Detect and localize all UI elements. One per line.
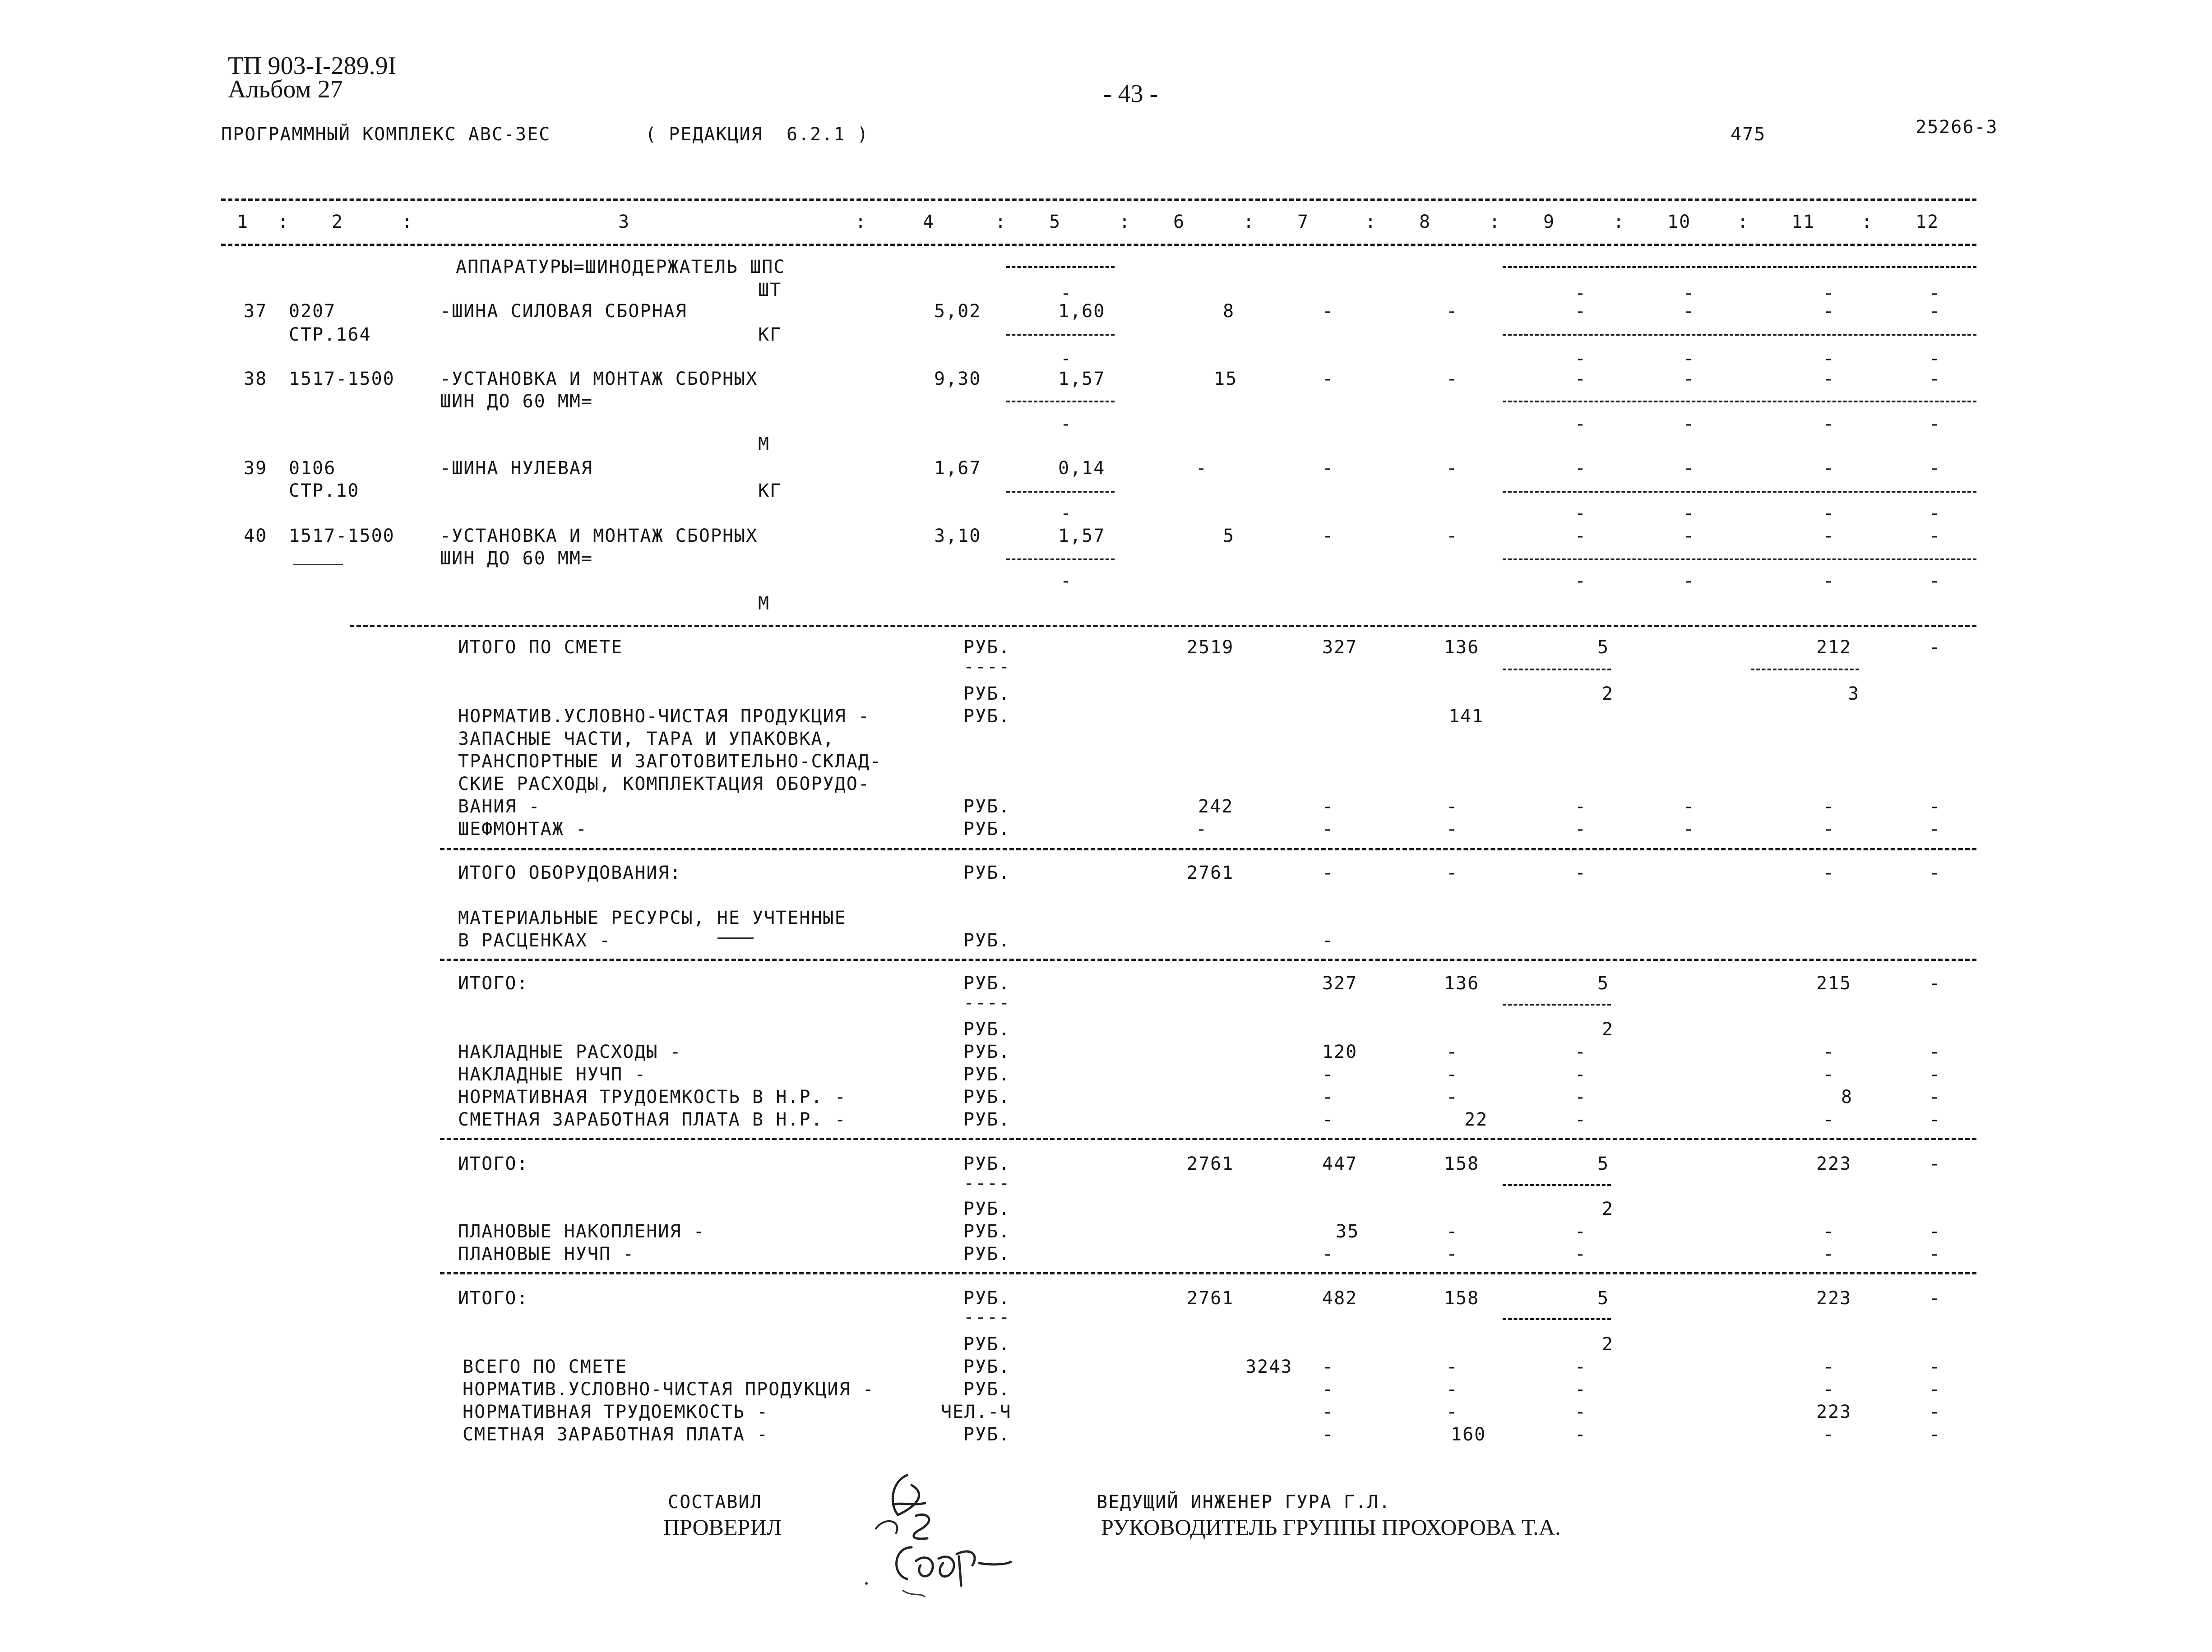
row-col12: -	[1929, 458, 1941, 479]
overhead-label: НАКЛАДНЫЕ РАСХОДЫ -	[458, 1042, 682, 1062]
value: -	[1446, 1221, 1458, 1242]
materials-label: МАТЕРИАЛЬНЫЕ РЕСУРСЫ, НЕ УЧТЕННЫЕ	[458, 908, 847, 928]
row-col10: -	[1683, 458, 1695, 479]
value: -	[1823, 796, 1835, 817]
unit: РУБ.	[963, 1109, 1011, 1130]
row-col4: 3,10	[934, 526, 981, 546]
unit: РУБ.	[963, 973, 1011, 994]
shefmontazh-label: ШЕФМОНТАЖ -	[458, 819, 588, 840]
unit: РУБ.	[963, 1357, 1011, 1377]
col-sep: :	[1489, 212, 1501, 232]
row-col7: -	[1322, 301, 1334, 322]
value: -	[1322, 1424, 1334, 1445]
value: -	[1823, 863, 1835, 883]
col-11: 11	[1791, 212, 1815, 232]
value: -	[1823, 1424, 1835, 1445]
value: 447	[1322, 1154, 1358, 1174]
program-edition: ( РЕДАКЦИЯ 6.2.1 )	[645, 124, 869, 145]
row-name: ШИН ДО 60 ММ=	[440, 548, 593, 569]
value: -	[1446, 1379, 1458, 1400]
dash: -	[1823, 414, 1835, 434]
apparatus-heading: АППАРАТУРЫ=ШИНОДЕРЖАТЕЛЬ ШПС	[456, 257, 786, 277]
unit: РУБ.	[963, 1087, 1011, 1107]
spare-parts-label: ЗАПАСНЫЕ ЧАСТИ, ТАРА И УПАКОВКА,	[458, 729, 835, 749]
unit: ШТ	[758, 280, 782, 300]
underline-mark	[717, 937, 754, 939]
unit: РУБ.	[963, 819, 1011, 840]
lead-engineer: ВЕДУЩИЙ ИНЖЕНЕР ГУРА Г.Л.	[1097, 1492, 1391, 1513]
value: -	[1322, 796, 1334, 817]
value: -	[1929, 1109, 1941, 1130]
row-number: 40	[244, 526, 268, 546]
unit: РУБ.	[963, 1221, 1011, 1242]
value: -	[1575, 1064, 1587, 1085]
subtotal-label: ИТОГО:	[458, 1154, 529, 1174]
row-col8: -	[1446, 526, 1458, 546]
dash: -	[1575, 414, 1587, 434]
value: -	[1823, 1357, 1835, 1377]
value: -	[1322, 1244, 1334, 1264]
row-col9: -	[1575, 458, 1587, 479]
row-code: 1517-1500	[289, 369, 395, 389]
col-sep: :	[1737, 212, 1749, 232]
rule	[1006, 558, 1115, 560]
value: 327	[1322, 973, 1358, 994]
value: -	[1823, 1221, 1835, 1242]
dash: -	[1575, 283, 1587, 304]
dash: -	[1823, 348, 1835, 369]
value: 215	[1816, 973, 1852, 994]
value: -	[1575, 796, 1587, 817]
row-col12: -	[1929, 369, 1941, 389]
row-name: -ШИНА СИЛОВАЯ СБОРНАЯ	[440, 301, 687, 322]
value: -	[1929, 1064, 1941, 1085]
unit: РУБ.	[963, 1064, 1011, 1085]
dash: -	[1929, 414, 1941, 434]
value: -	[1575, 1402, 1587, 1422]
unit: РУБ.	[963, 930, 1011, 951]
value: -	[1446, 1064, 1458, 1085]
document-code: ТП 903-I-289.9I	[228, 52, 397, 80]
unit: РУБ.	[963, 1424, 1011, 1445]
row-col4: 9,30	[934, 369, 981, 389]
row-code: 0106	[289, 458, 336, 479]
row-col12: -	[1929, 301, 1941, 322]
dash: -	[1060, 571, 1073, 591]
planned-nuchp-label: ПЛАНОВЫЕ НУЧП -	[458, 1244, 635, 1264]
value: 327	[1322, 637, 1358, 658]
handwritten-signatures	[848, 1462, 1065, 1606]
planned-savings-label: ПЛАНОВЫЕ НАКОПЛЕНИЯ -	[458, 1221, 705, 1242]
value: -	[1575, 1042, 1587, 1062]
col-7: 7	[1297, 212, 1310, 232]
value: -	[1575, 1357, 1587, 1377]
unit: РУБ.	[963, 1154, 1011, 1174]
value: -	[1929, 1357, 1941, 1377]
value: 2761	[1187, 1288, 1234, 1309]
unit: РУБ.	[963, 1288, 1011, 1309]
value: 136	[1444, 637, 1480, 658]
row-code: 0207	[289, 301, 336, 322]
value: -	[1446, 1244, 1458, 1264]
dash: -	[1929, 503, 1941, 524]
value: -	[1929, 1087, 1941, 1107]
norm-product-label: НОРМАТИВ.УСЛОВНО-ЧИСТАЯ ПРОДУКЦИЯ -	[458, 706, 870, 727]
section-rule	[440, 1138, 1976, 1140]
dash: -	[1683, 348, 1695, 369]
value: -	[1929, 637, 1941, 658]
section-rule	[350, 625, 1976, 627]
value: 2761	[1187, 1154, 1234, 1174]
overhead-nuchp-label: НАКЛАДНЫЕ НУЧП -	[458, 1064, 647, 1085]
value: -	[1575, 1221, 1587, 1242]
value: 2	[1602, 1019, 1614, 1040]
row-col8: -	[1446, 369, 1458, 389]
rule	[1503, 401, 1976, 402]
row-unit: М	[758, 593, 770, 614]
grand-total-label: ВСЕГО ПО СМЕТЕ	[463, 1357, 628, 1377]
col-2: 2	[332, 212, 344, 232]
col-3: 3	[618, 212, 630, 232]
row-code: 1517-1500	[289, 526, 395, 546]
row-col11: -	[1823, 526, 1835, 546]
col-sep: :	[1243, 212, 1255, 232]
value: 158	[1444, 1154, 1480, 1174]
row-col8: -	[1446, 458, 1458, 479]
labor-intensity-overhead-label: НОРМАТИВНАЯ ТРУДОЕМКОСТЬ В Н.Р. -	[458, 1087, 847, 1107]
col-6: 6	[1173, 212, 1185, 232]
col-sep: :	[1861, 212, 1874, 232]
value: -	[1575, 1087, 1587, 1107]
row-name: -ШИНА НУЛЕВАЯ	[440, 458, 593, 479]
row-col9: -	[1575, 526, 1587, 546]
value: -	[1322, 1087, 1334, 1107]
value: -	[1446, 1087, 1458, 1107]
col-sep: :	[278, 212, 290, 232]
value: 160	[1451, 1424, 1486, 1445]
value: -	[1575, 1244, 1587, 1264]
col-sep: :	[995, 212, 1007, 232]
value: -	[1575, 819, 1587, 840]
value: 5	[1597, 637, 1610, 658]
rule	[1503, 1184, 1611, 1186]
unit: РУБ.	[963, 637, 1011, 658]
value: -	[1929, 1288, 1941, 1309]
dash: -	[1060, 414, 1073, 434]
rule	[1006, 266, 1115, 268]
col-sep: :	[1365, 212, 1377, 232]
spare-parts-label: ВАНИЯ -	[458, 796, 541, 817]
value: 482	[1322, 1288, 1358, 1309]
group-head: РУКОВОДИТЕЛЬ ГРУППЫ ПРОХОРОВА Т.А.	[1101, 1514, 1561, 1540]
value: 212	[1816, 637, 1852, 658]
value: 2	[1602, 1334, 1614, 1355]
unit: РУБ.	[963, 796, 1011, 817]
row-col4: 1,67	[934, 458, 981, 479]
rule	[1503, 334, 1976, 336]
row-number: 38	[244, 369, 268, 389]
value: -	[1446, 1042, 1458, 1062]
value: -	[1446, 1402, 1458, 1422]
value: -	[1929, 1244, 1941, 1264]
dash: -	[1823, 571, 1835, 591]
reference-number: 25266-3	[1916, 117, 1998, 138]
value: -	[1322, 1109, 1334, 1130]
value: 120	[1322, 1042, 1358, 1062]
col-sep: :	[402, 212, 414, 232]
header-bottom-rule	[221, 244, 1976, 246]
row-col9: -	[1575, 369, 1587, 389]
value: 5	[1597, 973, 1610, 994]
row-unit: М	[758, 434, 770, 455]
row-col12: -	[1929, 526, 1941, 546]
section-rule	[440, 959, 1976, 961]
unit: РУБ.	[963, 1334, 1011, 1355]
value: -	[1322, 1379, 1334, 1400]
dash: -	[1575, 503, 1587, 524]
album-label: Альбом 27	[228, 75, 343, 103]
row-col11: -	[1823, 301, 1835, 322]
page-number: - 43 -	[1103, 80, 1158, 108]
norm-product-label: НОРМАТИВ.УСЛОВНО-ЧИСТАЯ ПРОДУКЦИЯ -	[463, 1379, 875, 1400]
dash: -	[1060, 348, 1073, 369]
row-col7: -	[1322, 526, 1334, 546]
row-col4: 5,02	[934, 301, 981, 322]
value: -	[1929, 1402, 1941, 1422]
rule	[1503, 491, 1976, 493]
checked-label: ПРОВЕРИЛ	[663, 1514, 782, 1540]
row-col5: 1,60	[1058, 301, 1106, 322]
row-col6: -	[1196, 458, 1208, 479]
value: -	[1575, 1109, 1587, 1130]
unit-rule: ----	[963, 1173, 1011, 1194]
col-sep: :	[1119, 212, 1131, 232]
dash: -	[1929, 348, 1941, 369]
value: -	[1823, 819, 1835, 840]
row-unit: КГ	[758, 324, 782, 345]
wages-overhead-label: СМЕТНАЯ ЗАРАБОТНАЯ ПЛАТА В Н.Р. -	[458, 1109, 847, 1130]
row-number: 39	[244, 458, 268, 479]
value: -	[1823, 1244, 1835, 1264]
dash: -	[1823, 503, 1835, 524]
value: 2519	[1187, 637, 1234, 658]
row-col5: 0,14	[1058, 458, 1106, 479]
value: -	[1322, 1357, 1334, 1377]
program-title: ПРОГРАММНЫЙ КОМПЛЕКС АВС-3ЕС	[221, 124, 551, 145]
value: -	[1823, 1109, 1835, 1130]
value: -	[1575, 1424, 1587, 1445]
row-col10: -	[1683, 301, 1695, 322]
spare-parts-label: СКИЕ РАСХОДЫ, КОМПЛЕКТАЦИЯ ОБОРУДО-	[458, 774, 870, 794]
col-4: 4	[923, 212, 935, 232]
rule	[1006, 491, 1115, 493]
value: 35	[1336, 1221, 1360, 1242]
row-col7: -	[1322, 458, 1334, 479]
dash: -	[1929, 571, 1941, 591]
underline-mark	[293, 564, 343, 565]
value: -	[1929, 819, 1941, 840]
materials-label: В РАСЦЕНКАХ -	[458, 930, 611, 951]
value: -	[1575, 863, 1587, 883]
row-col6: 5	[1223, 526, 1235, 546]
value: -	[1823, 1379, 1835, 1400]
dash: -	[1683, 503, 1695, 524]
dash: -	[1683, 571, 1695, 591]
value: -	[1575, 1379, 1587, 1400]
value: 2	[1602, 1199, 1614, 1219]
unit: ЧЕЛ.-Ч	[941, 1402, 1012, 1422]
value: 2761	[1187, 863, 1234, 883]
unit: РУБ.	[963, 1042, 1011, 1062]
header-top-rule	[221, 198, 1976, 201]
value: 3	[1848, 683, 1860, 704]
dash: -	[1683, 414, 1695, 434]
value: 158	[1444, 1288, 1480, 1309]
unit: РУБ.	[963, 683, 1011, 704]
unit: РУБ.	[963, 1019, 1011, 1040]
value: 2	[1602, 683, 1614, 704]
col-5: 5	[1049, 212, 1061, 232]
col-sep: :	[855, 212, 867, 232]
unit-rule: ----	[963, 1307, 1011, 1328]
rule	[1503, 1004, 1611, 1006]
row-col10: -	[1683, 369, 1695, 389]
total-estimate-label: ИТОГО ПО СМЕТЕ	[458, 637, 623, 658]
value: 5	[1597, 1288, 1610, 1309]
col-1: 1	[237, 212, 249, 232]
row-col8: -	[1446, 301, 1458, 322]
value: -	[1929, 1042, 1941, 1062]
value: 5	[1597, 1154, 1610, 1174]
value: -	[1446, 1357, 1458, 1377]
col-sep: :	[1613, 212, 1625, 232]
row-col10: -	[1683, 526, 1695, 546]
spare-parts-label: ТРАНСПОРТНЫЕ И ЗАГОТОВИТЕЛЬНО-СКЛАД-	[458, 751, 882, 772]
value: -	[1929, 1154, 1941, 1174]
value: -	[1929, 973, 1941, 994]
dash: -	[1060, 503, 1073, 524]
value: 223	[1816, 1154, 1852, 1174]
rule	[1503, 669, 1611, 670]
unit-rule: ----	[963, 992, 1011, 1013]
dash: -	[1683, 283, 1695, 304]
row-col6: 15	[1214, 369, 1238, 389]
composed-label: СОСТАВИЛ	[668, 1492, 762, 1513]
row-col5: 1,57	[1058, 526, 1106, 546]
value: -	[1683, 796, 1695, 817]
dash: -	[1060, 283, 1073, 304]
subtotal-label: ИТОГО:	[458, 973, 529, 994]
row-name: ШИН ДО 60 ММ=	[440, 391, 593, 412]
value: -	[1322, 819, 1334, 840]
row-number: 37	[244, 301, 268, 322]
subtotal-label: ИТОГО:	[458, 1288, 529, 1309]
dash: -	[1575, 571, 1587, 591]
value: -	[1322, 1064, 1334, 1085]
value: 223	[1816, 1288, 1852, 1309]
dash: -	[1823, 283, 1835, 304]
unit: РУБ.	[963, 1379, 1011, 1400]
value: -	[1929, 796, 1941, 817]
value: -	[1929, 1424, 1941, 1445]
value: -	[1322, 863, 1334, 883]
col-9: 9	[1543, 212, 1555, 232]
section-rule	[440, 848, 1976, 850]
dash: -	[1929, 283, 1941, 304]
row-col11: -	[1823, 369, 1835, 389]
value: -	[1196, 819, 1208, 840]
row-reference: СТР.164	[289, 324, 371, 345]
row-unit: КГ	[758, 480, 782, 501]
row-reference: СТР.10	[289, 480, 360, 501]
value: -	[1823, 1064, 1835, 1085]
sheet-number: 475	[1731, 124, 1766, 145]
value: 141	[1448, 706, 1484, 727]
unit: РУБ.	[963, 863, 1011, 883]
col-8: 8	[1419, 212, 1431, 232]
value: -	[1929, 1221, 1941, 1242]
value: 22	[1464, 1109, 1488, 1130]
row-col6: 8	[1223, 301, 1235, 322]
value: -	[1929, 863, 1941, 883]
value: -	[1322, 930, 1334, 951]
rule	[1751, 669, 1859, 670]
rule	[1503, 1318, 1611, 1320]
value: -	[1929, 1379, 1941, 1400]
value: 223	[1816, 1402, 1852, 1422]
rule	[1006, 401, 1115, 402]
value: -	[1446, 819, 1458, 840]
rule	[1503, 266, 1976, 268]
dash: -	[1575, 348, 1587, 369]
value: 136	[1444, 973, 1480, 994]
section-rule	[440, 1272, 1976, 1274]
row-col11: -	[1823, 458, 1835, 479]
row-name: -УСТАНОВКА И МОНТАЖ СБОРНЫХ	[440, 526, 758, 546]
value: -	[1322, 1402, 1334, 1422]
unit: РУБ.	[963, 706, 1011, 727]
row-col9: -	[1575, 301, 1587, 322]
col-10: 10	[1667, 212, 1691, 232]
unit: РУБ.	[963, 1199, 1011, 1219]
value: 8	[1841, 1087, 1853, 1107]
unit-rule: ----	[963, 656, 1011, 677]
unit: РУБ.	[963, 1244, 1011, 1264]
value: 242	[1198, 796, 1234, 817]
value: -	[1683, 819, 1695, 840]
value: -	[1446, 863, 1458, 883]
row-name: -УСТАНОВКА И МОНТАЖ СБОРНЫХ	[440, 369, 758, 389]
value: -	[1446, 796, 1458, 817]
col-12: 12	[1916, 212, 1939, 232]
rule	[1503, 558, 1976, 560]
value: -	[1823, 1042, 1835, 1062]
rule	[1006, 334, 1115, 336]
labor-intensity-label: НОРМАТИВНАЯ ТРУДОЕМКОСТЬ -	[463, 1402, 769, 1422]
wages-label: СМЕТНАЯ ЗАРАБОТНАЯ ПЛАТА -	[463, 1424, 769, 1445]
row-col5: 1,57	[1058, 369, 1106, 389]
equipment-total-label: ИТОГО ОБОРУДОВАНИЯ:	[458, 863, 682, 883]
row-col7: -	[1322, 369, 1334, 389]
value: 3243	[1245, 1357, 1293, 1377]
